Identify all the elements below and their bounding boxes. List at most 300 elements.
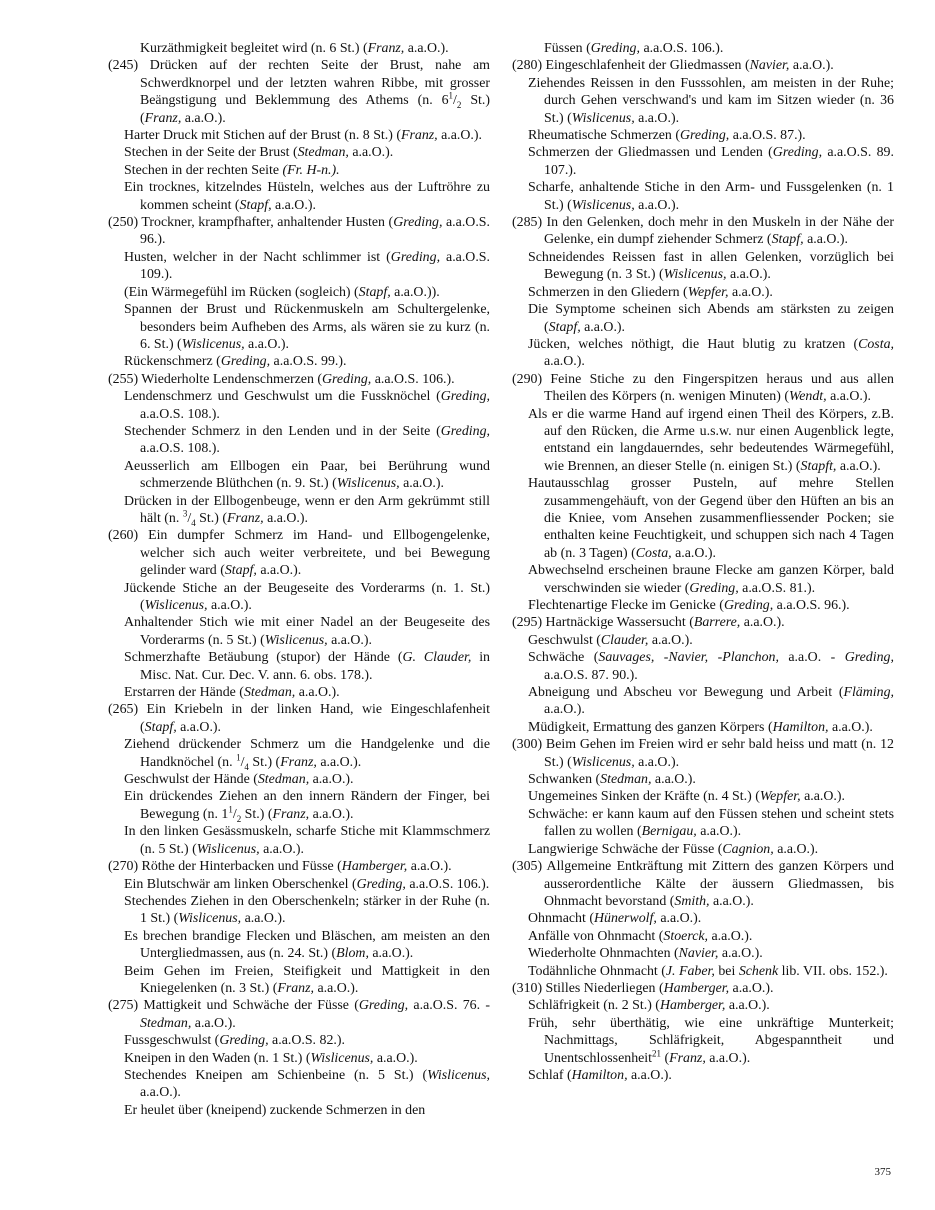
source-citation: Wislicenus, bbox=[178, 911, 242, 927]
symptom-entry bbox=[512, 562, 894, 597]
entry-text: Müdigkeit, Ermattung des ganzen Körpers ( bbox=[528, 719, 773, 735]
symptom-entry bbox=[108, 301, 490, 353]
symptom-entry bbox=[108, 40, 490, 57]
entry-text: Ungemeines Sinken der Kräfte (n. 4 St.) ( bbox=[528, 789, 760, 805]
entry-text: 1 bbox=[236, 752, 241, 763]
entry-text: a.a.O. - bbox=[778, 650, 845, 666]
symptom-entry bbox=[108, 771, 490, 788]
entry-text: a.a.O.S. 106.). bbox=[405, 876, 490, 892]
entry-text: a.a.O.). bbox=[828, 719, 873, 735]
source-citation: Stapf, bbox=[548, 319, 581, 335]
source-citation: Wislicenus, bbox=[264, 632, 328, 648]
entry-text: a.a.O.S. 96.). bbox=[140, 215, 490, 248]
source-citation: Costa, bbox=[858, 336, 894, 352]
symptom-entry bbox=[108, 458, 490, 493]
source-citation: Stedman, bbox=[257, 772, 310, 788]
source-citation: Wislicenus, bbox=[310, 1050, 374, 1066]
entry-text: a.a.O.). bbox=[634, 110, 680, 126]
symptom-entry bbox=[108, 997, 490, 1032]
source-citation: Greding, bbox=[440, 389, 490, 405]
source-citation: Greding, bbox=[356, 876, 406, 892]
symptom-entry bbox=[108, 876, 490, 893]
entry-text: Schwäche: er kann kaum auf den Füssen stehen und scheint stets fallen zu wollen ( bbox=[528, 806, 894, 840]
entry-text: a.a.O.S. 99.). bbox=[270, 354, 347, 370]
entry-text: Beim Gehen im Freien, Steifigkeit und Mattigkeit in den Kniegelenken (n. 3 St.) ( bbox=[124, 963, 490, 996]
entry-text: a.a.O.). bbox=[348, 145, 394, 161]
entry-text: Schwäche ( bbox=[528, 650, 599, 666]
entry-text: a.a.O.). bbox=[295, 685, 340, 701]
symptom-entry bbox=[108, 580, 490, 615]
entry-text: a.a.O.). bbox=[263, 510, 308, 526]
entry-text: Stechendes Ziehen in den Oberschenkeln; stärker in der Ruhe (n. 1 St.) ( bbox=[124, 893, 490, 927]
symptom-entry bbox=[108, 893, 490, 928]
symptom-entry bbox=[108, 127, 490, 144]
source-citation: Wislicenus, bbox=[427, 1067, 490, 1083]
entry-text: Geschwulst ( bbox=[528, 632, 601, 648]
source-citation: Greding, bbox=[689, 580, 739, 596]
source-citation: Wepfer, bbox=[687, 284, 729, 300]
entry-text: Ein Blutschwär am linken Oberschenkel ( bbox=[124, 876, 357, 892]
source-citation: Stedman, bbox=[140, 1015, 192, 1031]
symptom-entry bbox=[108, 144, 490, 161]
source-citation: Wislicenus, bbox=[571, 110, 635, 126]
entry-text: Hautausschlag grosser Pusteln, auf mehre Stellen zusammengehäuft, von der Gegend über den Hüften an bis an die Kniee, vom Ansehen zusammenfliessender Pocken; sie enthalten keine Feuchtigkeit, und schuppen sich nach 4 Tagen ab (n. 3 Tagen) ( bbox=[528, 476, 894, 561]
entry-text: Er heulet über (kneipend) zuckende Schmerzen in den bbox=[124, 1102, 426, 1118]
entry-text: a.a.O.). bbox=[709, 893, 754, 909]
source-citation: Schenk bbox=[738, 963, 779, 979]
source-citation: Barrere, bbox=[693, 615, 741, 631]
symptom-entry bbox=[512, 980, 894, 997]
entry-text: a.a.O.). bbox=[181, 110, 226, 126]
symptom-entry bbox=[512, 858, 894, 910]
entry-text: Fussgeschwulst ( bbox=[124, 1033, 220, 1049]
source-citation: Greding, bbox=[679, 128, 730, 144]
entry-text: (295) Hartnäckige Wassersucht ( bbox=[512, 615, 694, 631]
entry-text: / bbox=[232, 806, 237, 822]
source-citation: Stedman, bbox=[600, 772, 652, 788]
entry-text: Die Symptome scheinen sich Abends am stärksten zu zeigen ( bbox=[528, 302, 894, 335]
entry-text: Harter Druck mit Stichen auf der Brust (n. 8 St.) ( bbox=[124, 128, 401, 144]
symptom-entry bbox=[108, 736, 490, 771]
entry-text: in Misc. Nat. Cur. Dec. V. ann. 6. obs. 178.). bbox=[140, 650, 491, 683]
entry-text: Schneidendes Reissen fast in allen Gelenken, vorzüglich bei Bewegung (n. 3 St.) ( bbox=[528, 249, 894, 283]
source-citation: Greding, bbox=[723, 598, 774, 613]
symptom-entry bbox=[108, 1050, 490, 1067]
entry-text: a.a.O.). bbox=[671, 545, 716, 561]
left-column bbox=[108, 40, 490, 1119]
entry-text: a.a.O.). bbox=[718, 946, 763, 962]
source-citation: Greding, bbox=[390, 249, 441, 265]
entry-text: a.a.O.). bbox=[327, 632, 372, 648]
entry-text: 3 bbox=[182, 508, 188, 519]
symptom-entry bbox=[108, 1032, 490, 1049]
source-citation: Greding, bbox=[440, 423, 490, 439]
source-citation: Franz, bbox=[280, 754, 317, 770]
entry-text: a.a.O.S. 76. - bbox=[408, 998, 490, 1014]
entry-text: (250) Trockner, krampfhafter, anhaltender Husten ( bbox=[108, 215, 394, 231]
symptom-entry bbox=[512, 475, 894, 562]
symptom-entry bbox=[108, 788, 490, 823]
entry-text: Husten, welcher in der Nacht schlimmer ist ( bbox=[124, 249, 391, 265]
entry-text: (275) Mattigkeit und Schwäche der Füsse ( bbox=[108, 998, 359, 1014]
entry-text: Aeusserlich am Ellbogen ein Paar, bei Berührung wund schmerzende Blüthchen (n. 9. St.) ( bbox=[124, 458, 490, 492]
entry-text: (310) Stilles Niederliegen ( bbox=[512, 980, 664, 996]
symptom-entry bbox=[512, 736, 894, 771]
entry-text: St.) ( bbox=[140, 93, 491, 126]
source-citation: Hünerwolf, bbox=[593, 911, 657, 927]
entry-text: lib. VII. obs. 152.). bbox=[778, 963, 888, 979]
source-citation: Franz, bbox=[226, 510, 264, 526]
entry-text: a.a.O.). bbox=[437, 128, 483, 144]
entry-text: Stechendes Kneipen am Schienbeine (n. 5 St.) ( bbox=[124, 1067, 428, 1083]
entry-text: a.a.O.S. 108.). bbox=[140, 441, 220, 457]
entry-text: a.a.O.). bbox=[634, 197, 680, 213]
entry-text: a.a.O.). bbox=[207, 598, 252, 613]
right-column bbox=[512, 40, 894, 1084]
entry-text: (305) Allgemeine Entkräftung mit Zittern des ganzen Körpers und ausserordentliche Kälte der äussern Gliedmassen, bis Ohnmacht bevorstand ( bbox=[512, 859, 894, 909]
entry-text: Jückende Stiche an der Beugeseite des Vorderarms (n. 1. St.) ( bbox=[124, 580, 490, 613]
entry-text: 1 bbox=[228, 804, 233, 815]
entry-text: a.a.O.). bbox=[309, 806, 354, 822]
symptom-entry bbox=[108, 614, 490, 649]
entry-text: (245) Drücken auf der rechten Seite der Brust, nahe am Schwerdknorpel und der letzten wahren Ribbe, mit grosser Beängstigung und Beklemmung des Athems (n. 6 bbox=[108, 58, 490, 109]
entry-text: In den linken Gesässmuskeln, scharfe Stiche mit Klammschmerz (n. 5 St.) ( bbox=[124, 824, 490, 857]
source-citation: Greding, bbox=[322, 371, 372, 387]
entry-text: a.a.O.). bbox=[544, 354, 585, 370]
symptom-entry bbox=[108, 388, 490, 423]
symptom-entry bbox=[512, 771, 894, 788]
source-citation: Greding, bbox=[219, 1033, 269, 1049]
entry-text: a.a.O.). bbox=[241, 911, 286, 927]
entry-text: a.a.O.). bbox=[399, 476, 444, 492]
source-citation: Fläming, bbox=[843, 685, 894, 701]
entry-text: Scharfe, anhaltende Stiche in den Arm- und Fussgelenken (n. 1 St.) ( bbox=[528, 180, 894, 213]
symptom-entry bbox=[108, 493, 490, 528]
symptom-entry bbox=[512, 632, 894, 649]
symptom-entry bbox=[108, 371, 490, 388]
source-citation: Stapf, bbox=[144, 719, 177, 735]
entry-text: a.a.O.). bbox=[726, 267, 771, 283]
entry-text: (290) Feine Stiche zu den Fingerspitzen heraus und aus allen Theilen des Körpers (n. wenigen Minuten) ( bbox=[512, 371, 894, 405]
entry-text: Schwanken ( bbox=[528, 772, 601, 788]
entry-text: a.a.O.). bbox=[627, 1067, 672, 1083]
symptom-entry bbox=[108, 823, 490, 858]
symptom-entry bbox=[108, 249, 490, 284]
symptom-entry bbox=[512, 127, 894, 144]
source-citation: Hamberger, bbox=[663, 980, 730, 996]
symptom-entry bbox=[108, 963, 490, 998]
entry-text: Früh, sehr überthätig, wie eine unkräftige Munterkeit; Nachmittags, Schläfrigkeit, Abgespanntheit und Unentschlossenheit bbox=[528, 1015, 894, 1066]
entry-text: Spannen der Brust und Rückenmuskeln am Schultergelenke, besonders beim Aufheben des Arms, als wären sie zu kurz (n. 6. St.) ( bbox=[124, 302, 490, 352]
entry-text: a.a.O.). bbox=[725, 998, 770, 1014]
source-citation: Greding, bbox=[393, 215, 443, 231]
entry-text: (Ein Wärmegefühl im Rücken (sogleich) ( bbox=[124, 284, 359, 300]
source-citation: Wislicenus, bbox=[181, 336, 245, 352]
entry-text: a.a.O.). bbox=[728, 284, 773, 300]
entry-text: / bbox=[187, 510, 192, 526]
entry-text: a.a.O.). bbox=[708, 928, 753, 944]
source-citation: Wislicenus, bbox=[336, 476, 400, 492]
symptom-entry bbox=[512, 719, 894, 736]
source-citation: Wislicenus, bbox=[144, 598, 208, 613]
entry-text: St.) ( bbox=[248, 754, 281, 770]
entry-text: Kurzäthmigkeit begleitet wird (n. 6 St.) ( bbox=[140, 41, 368, 56]
source-citation: Greding, bbox=[220, 354, 271, 370]
source-citation: Hamberger, bbox=[341, 859, 408, 875]
entry-text: Es brechen brandige Flecken und Bläschen, am meisten an den Untergliedmassen, aus (n. 24. St.) ( bbox=[124, 928, 490, 962]
entry-text: 2 bbox=[236, 813, 242, 824]
source-citation: J. Faber, bbox=[665, 963, 715, 979]
entry-text: Schmerzhafte Betäubung (stupor) der Hände ( bbox=[124, 650, 403, 666]
entry-text: a.a.O.). bbox=[740, 615, 785, 631]
entry-text: Stechender Schmerz in den Lenden und in der Seite ( bbox=[124, 423, 441, 439]
entry-text: 1 bbox=[448, 90, 454, 101]
page-number: 375 bbox=[874, 1166, 891, 1178]
symptom-entry bbox=[108, 1067, 490, 1102]
entry-text: a.a.O.). bbox=[309, 772, 354, 788]
entry-text: a.a.O.). bbox=[368, 946, 414, 962]
entry-text: Als er die warme Hand auf irgend einen Theil des Körpers, z.B. auf den Rücken, die Arme u.s.w. nur einen Augenblick legte, entstand ein langdauerndes, sehr bedeutendes Wärmegefühl, wie Brennen, an dieser Stelle (n. einigen St.) ( bbox=[528, 406, 894, 474]
source-citation: Cagnion, bbox=[722, 841, 774, 857]
symptom-entry bbox=[512, 179, 894, 214]
entry-text: a.a.O.). bbox=[407, 859, 452, 875]
source-citation: Wislicenus, bbox=[663, 267, 727, 283]
entry-text: a.a.O.). bbox=[634, 754, 680, 770]
symptom-entry bbox=[512, 406, 894, 476]
entry-text: Rheumatische Schmerzen ( bbox=[528, 128, 680, 144]
entry-text: (260) Ein dumpfer Schmerz im Hand- und Ellbogengelenke, welcher sich auch weiter verbreitete, und bei Bewegung gelinder ward ( bbox=[108, 528, 490, 579]
symptom-entry bbox=[512, 336, 894, 371]
symptom-entry bbox=[512, 1067, 894, 1084]
entry-text: a.a.O.). bbox=[696, 824, 742, 840]
source-citation: Wepfer, bbox=[759, 789, 801, 805]
source-citation: Franz, bbox=[277, 980, 314, 996]
source-citation: Hamilton, bbox=[571, 1067, 628, 1083]
entry-text: a.a.O.). bbox=[729, 980, 774, 996]
source-citation: Navier, bbox=[678, 946, 719, 962]
entry-text: Lendenschmerz und Geschwulst um die Fussknöchel ( bbox=[124, 389, 441, 405]
entry-text: Ein trocknes, kitzelndes Hüsteln, welches aus der Luftröhre zu kommen scheint ( bbox=[124, 180, 490, 213]
symptom-entry bbox=[512, 841, 894, 858]
entry-text: a.a.O.S. 89. 107.). bbox=[544, 145, 894, 178]
entry-text: Rückenschmerz ( bbox=[124, 354, 221, 370]
entry-text: St.) ( bbox=[241, 806, 273, 822]
source-citation: Stapf, bbox=[239, 197, 272, 213]
symptom-entry bbox=[108, 284, 490, 301]
entry-text: a.a.O.S. 96.). bbox=[773, 598, 850, 613]
entry-text: Stechen in der Seite der Brust ( bbox=[124, 145, 298, 161]
source-citation: G. Clauder, bbox=[402, 650, 472, 666]
entry-text: bei bbox=[714, 963, 739, 979]
entry-text: a.a.O.S. 106.). bbox=[639, 41, 724, 56]
source-citation: Greding, bbox=[358, 998, 409, 1014]
entry-text: Schmerzen der Gliedmassen und Lenden ( bbox=[528, 145, 773, 161]
entry-text: a.a.O.S. 87.). bbox=[729, 128, 806, 144]
source-citation: Wendt, bbox=[788, 389, 827, 405]
entry-text: a.a.O.). bbox=[836, 458, 881, 474]
symptom-entry bbox=[108, 179, 490, 214]
symptom-entry bbox=[512, 597, 894, 614]
symptom-entry bbox=[512, 963, 894, 980]
entry-text: a.a.O.S. 108.). bbox=[140, 406, 220, 422]
symptom-entry bbox=[108, 649, 490, 684]
symptom-entry bbox=[108, 1102, 490, 1119]
symptom-entry bbox=[512, 144, 894, 179]
source-citation: Hamberger, bbox=[659, 998, 726, 1014]
entry-text: Flechtenartige Flecke im Genicke ( bbox=[528, 598, 724, 613]
entry-text: Anhaltender Stich wie mit einer Nadel an der Beugeseite des Vorderarms (n. 5 St.) ( bbox=[124, 615, 490, 648]
symptom-entry bbox=[512, 945, 894, 962]
source-citation: Greding, bbox=[772, 145, 823, 161]
source-citation: Franz, bbox=[144, 110, 182, 126]
entry-text: a.a.O.). bbox=[373, 1050, 418, 1066]
symptom-entry bbox=[108, 423, 490, 458]
symptom-entry bbox=[108, 353, 490, 370]
entry-text: Drücken in der Ellbogenbeuge, wenn er den Arm gekrümmt still hält (n. bbox=[124, 493, 490, 526]
source-citation: Stapf, bbox=[771, 232, 804, 248]
source-citation: Stapft, bbox=[800, 458, 837, 474]
entry-text: a.a.O.). bbox=[314, 980, 359, 996]
entry-text: Anfälle von Ohnmacht ( bbox=[528, 928, 664, 944]
symptom-entry bbox=[108, 527, 490, 579]
entry-text: ( bbox=[661, 1050, 670, 1066]
entry-text: a.a.O.). bbox=[773, 841, 819, 857]
entry-text: a.a.O.). bbox=[191, 1015, 236, 1031]
entry-text: Ein drückendes Ziehen an den innern Rändern der Finger, bei Bewegung (n. 1 bbox=[124, 789, 490, 822]
source-citation: Greding, bbox=[844, 650, 894, 666]
source-citation: Greding, bbox=[590, 41, 640, 56]
entry-text: / bbox=[240, 754, 245, 770]
entry-text: Schlaf ( bbox=[528, 1067, 572, 1083]
source-citation: Wislicenus, bbox=[196, 841, 260, 857]
entry-text: Langwierige Schwäche der Füsse ( bbox=[528, 841, 723, 857]
entry-text: a.a.O.). bbox=[544, 702, 585, 718]
entry-text: Ziehendes Reissen in den Fusssohlen, am meisten in der Ruhe; durch Gehen verschwand's und kam im Sitzen wieder (n. 36 St.) ( bbox=[528, 75, 894, 126]
entry-text: a.a.O.). bbox=[705, 1050, 751, 1066]
entry-text: Abneigung und Abscheu vor Bewegung und Arbeit ( bbox=[528, 685, 844, 701]
source-citation: Franz, bbox=[669, 1050, 706, 1066]
entry-text: Stechen in der rechten Seite bbox=[124, 162, 283, 178]
entry-text: a.a.O.). bbox=[259, 841, 304, 857]
symptom-entry bbox=[108, 162, 490, 179]
source-citation: Stapf, bbox=[358, 284, 391, 300]
source-citation: Stapf, bbox=[224, 563, 257, 579]
entry-text: 2 bbox=[456, 100, 462, 110]
symptom-entry bbox=[512, 997, 894, 1014]
entry-text: a.a.O.). bbox=[651, 772, 696, 788]
source-citation: Franz, bbox=[367, 41, 405, 56]
source-citation: Stedman, bbox=[297, 145, 349, 161]
entry-text: Erstarren der Hände ( bbox=[124, 685, 244, 701]
symptom-entry bbox=[512, 284, 894, 301]
entry-text: (280) Eingeschlafenheit der Gliedmassen ( bbox=[512, 58, 750, 74]
entry-text: Geschwulst der Hände ( bbox=[124, 772, 258, 788]
source-citation: Wislicenus, bbox=[571, 197, 635, 213]
entry-text: Ziehend drückender Schmerz um die Handgelenke und die Handknöchel (n. bbox=[124, 737, 490, 770]
symptom-entry bbox=[512, 57, 894, 74]
entry-text: Füssen ( bbox=[544, 41, 591, 56]
source-citation: Hamilton, bbox=[772, 719, 829, 735]
entry-text: a.a.O.)). bbox=[390, 284, 440, 300]
symptom-entry bbox=[512, 40, 894, 57]
entry-text: 4 bbox=[244, 761, 249, 772]
entry-text: a.a.O.). bbox=[803, 232, 848, 248]
entry-text: a.a.O.). bbox=[648, 632, 693, 648]
entry-text: (270) Röthe der Hinterbacken und Füsse ( bbox=[108, 859, 342, 875]
entry-text: Todähnliche Ohnmacht ( bbox=[528, 963, 666, 979]
entry-text: a.a.O.). bbox=[256, 563, 302, 579]
source-citation: Franz, bbox=[272, 806, 310, 822]
entry-text: (300) Beim Gehen im Freien wird er sehr bald heiss und matt (n. 12 St.) ( bbox=[512, 737, 894, 770]
source-citation: (Fr. H-n.). bbox=[282, 162, 340, 178]
entry-text: a.a.O.). bbox=[656, 911, 702, 927]
entry-text: a.a.O.S. 81.). bbox=[738, 580, 816, 596]
source-citation: Costa, bbox=[635, 545, 672, 561]
entry-text: a.a.O.). bbox=[826, 389, 871, 405]
entry-text: a.a.O.S. 87. 90.). bbox=[544, 667, 638, 683]
entry-text: 4 bbox=[191, 517, 196, 528]
source-citation: Sauvages, -Navier, -Planchon, bbox=[598, 650, 779, 666]
symptom-entry bbox=[512, 301, 894, 336]
entry-text: a.a.O.). bbox=[404, 41, 449, 56]
symptom-entry bbox=[512, 649, 894, 684]
source-citation: Stoerck, bbox=[663, 928, 709, 944]
symptom-entry bbox=[512, 806, 894, 841]
source-citation: Franz, bbox=[400, 128, 438, 144]
entry-text: / bbox=[453, 93, 457, 109]
symptom-entry bbox=[108, 57, 490, 127]
symptom-entry bbox=[108, 701, 490, 736]
symptom-entry bbox=[108, 684, 490, 701]
symptom-entry bbox=[512, 614, 894, 631]
symptom-entry bbox=[512, 684, 894, 719]
entry-text: a.a.O.). bbox=[580, 319, 626, 335]
source-citation: Clauder, bbox=[600, 632, 649, 648]
symptom-entry bbox=[512, 1015, 894, 1067]
entry-text: St.) ( bbox=[195, 510, 227, 526]
symptom-entry bbox=[512, 788, 894, 805]
symptom-entry bbox=[108, 214, 490, 249]
entry-text: a.a.O.S. 109.). bbox=[140, 249, 491, 283]
entry-text: Wiederholte Ohnmachten ( bbox=[528, 946, 679, 962]
symptom-entry bbox=[512, 928, 894, 945]
entry-text: Schmerzen in den Gliedern ( bbox=[528, 284, 688, 300]
symptom-entry bbox=[512, 214, 894, 249]
entry-text: a.a.O.). bbox=[140, 1085, 181, 1101]
entry-text: 21 bbox=[652, 1047, 662, 1058]
entry-text: a.a.O.). bbox=[271, 197, 316, 213]
source-citation: Stedman, bbox=[243, 685, 296, 701]
symptom-entry bbox=[108, 858, 490, 875]
entry-text: Jücken, welches nöthigt, die Haut blutig zu kratzen ( bbox=[528, 336, 859, 352]
source-citation: Smith, bbox=[674, 893, 710, 909]
entry-text: Schläfrigkeit (n. 2 St.) ( bbox=[528, 998, 660, 1014]
entry-text: Kneipen in den Waden (n. 1 St.) ( bbox=[124, 1050, 311, 1066]
symptom-entry bbox=[108, 928, 490, 963]
source-citation: Navier, bbox=[749, 58, 790, 74]
entry-text: a.a.O.). bbox=[176, 719, 222, 735]
entry-text: a.a.O.S. 106.). bbox=[371, 371, 455, 387]
symptom-entry bbox=[512, 371, 894, 406]
entry-text: (285) In den Gelenken, doch mehr in den Muskeln in der Nähe der Gelenke, ein dumpf ziehender Schmerz ( bbox=[512, 215, 894, 248]
entry-text: Abwechselnd erscheinen braune Flecke am ganzen Körper, bald verschwinden sie wieder ( bbox=[528, 563, 894, 596]
symptom-entry bbox=[512, 910, 894, 927]
entry-text: a.a.O.S. 82.). bbox=[268, 1033, 345, 1049]
source-citation: Blom, bbox=[336, 946, 369, 962]
symptom-entry bbox=[512, 75, 894, 127]
source-citation: Bernigau, bbox=[641, 824, 697, 840]
entry-text: Ohnmacht ( bbox=[528, 911, 594, 927]
